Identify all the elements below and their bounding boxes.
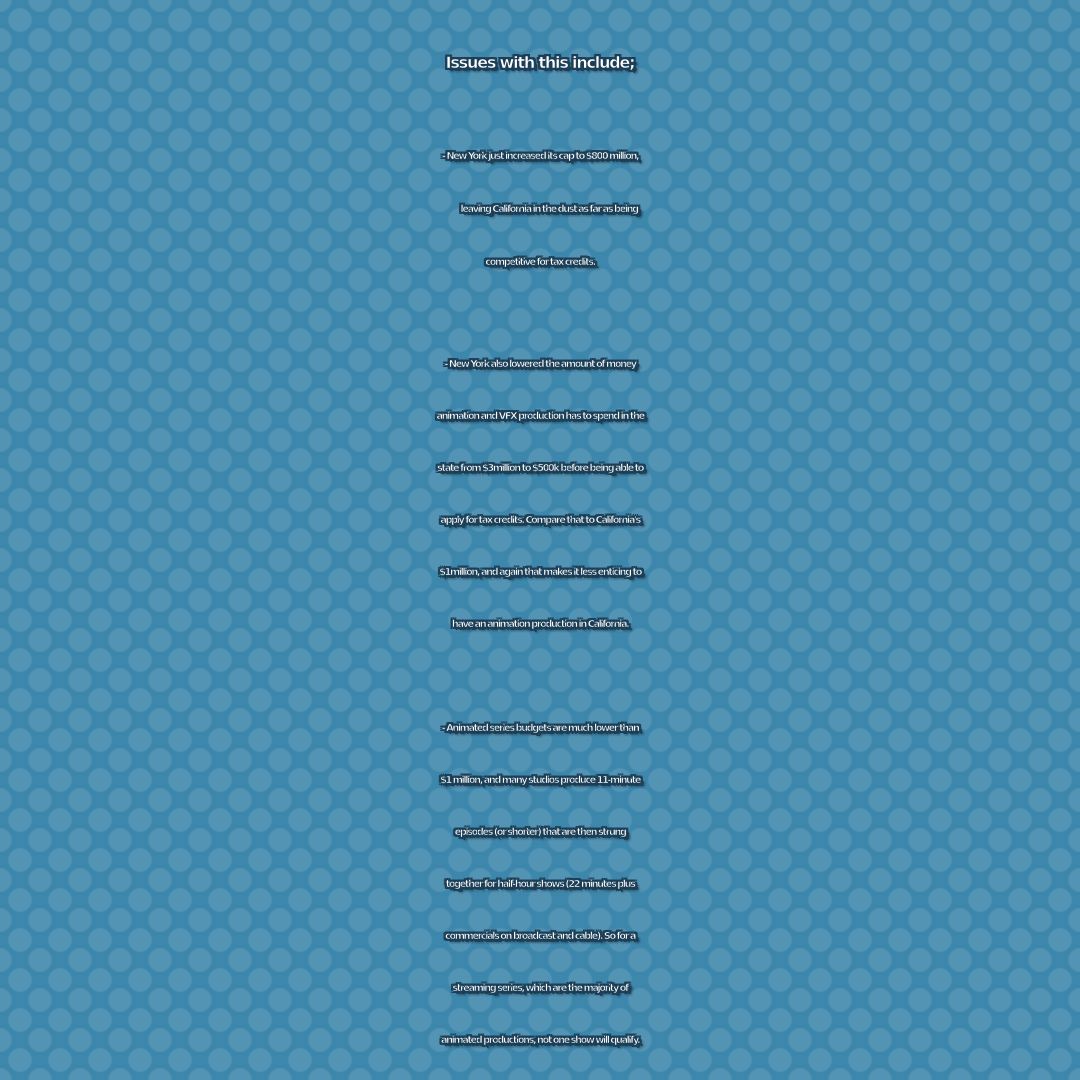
issue-3-line-2: $1 million, and many studios produce 11-minute [440,775,640,786]
issue-2-line-6: have an animation production in California. [451,619,629,630]
issue-2-line-1: - New York also lowered the amount of money [444,359,636,370]
issue-2-line-2: animation and VFX production has to spend in the [436,411,644,422]
issue-1-line-2: leaving California in the dust as far as being [460,204,638,215]
issue-3-line-7: animated productions, not one show will qualify. [440,1035,640,1046]
issue-3-line-6: streaming series, which are the majority of [452,983,628,994]
issue-3-line-4: together for half-hour shows (22 minutes plus [445,879,635,890]
issue-3-line-5: commercials on broadcast and cable). So for a [445,931,635,942]
issue-1-line-1: - New York just increased its cap to $800 million, [441,151,639,162]
issue-3-line-1: - Animated series budgets are much lower than [441,723,639,734]
slide-title: Issues with this include; [445,53,635,72]
issue-2-line-4: apply for tax credits. Compare that to California's [440,515,640,526]
issue-2-line-3: state from $3million to $500k before being able to [437,463,643,474]
issue-1-line-3: competitive for tax credits. [485,257,595,268]
issue-3-line-3: episodes (or shorter) that are then strung [454,827,626,838]
issue-2-line-5: $1million, and again that makes it less enticing to [439,567,641,578]
